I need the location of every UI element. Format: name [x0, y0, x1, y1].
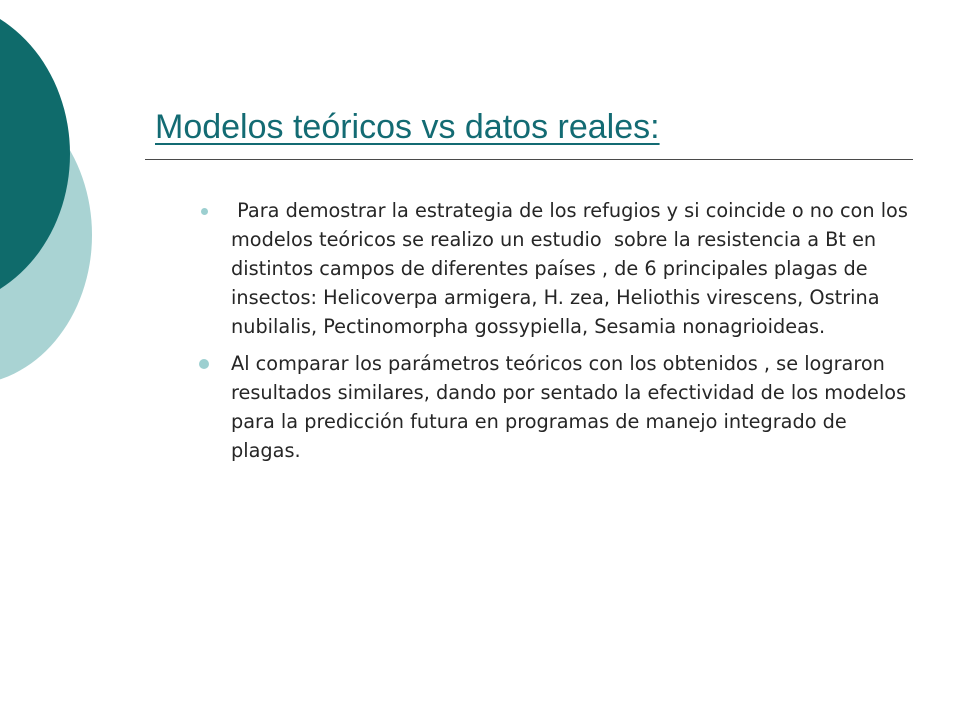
bullet-dot-icon — [199, 359, 209, 369]
bullet-list — [231, 196, 915, 473]
bullet-text: Al comparar los parámetros teóricos con los obtenidos , se lograron resultados similares, dando por sentado la efectividad de los modelos para la predicción futura en programas de manejo integrado de plagas. — [231, 352, 913, 462]
bullet-item — [231, 349, 911, 465]
bullet-item — [231, 196, 915, 341]
slide-title: Modelos teóricos vs datos reales: — [155, 108, 660, 146]
bullet-text: Para demostrar la estrategia de los refugios y si coincide o no con los modelos teóricos se realizo un estudio sobre la resistencia a Bt en distintos campos de diferentes países , de 6 principales plagas de insectos: Helicoverpa armigera, H. zea, Heliothis virescens, Ostrina nubilalis, Pectinomorpha gossypiella, Sesamia nonagrioideas. — [231, 199, 915, 338]
title-divider — [145, 159, 913, 160]
bullet-dot-icon — [201, 208, 208, 215]
